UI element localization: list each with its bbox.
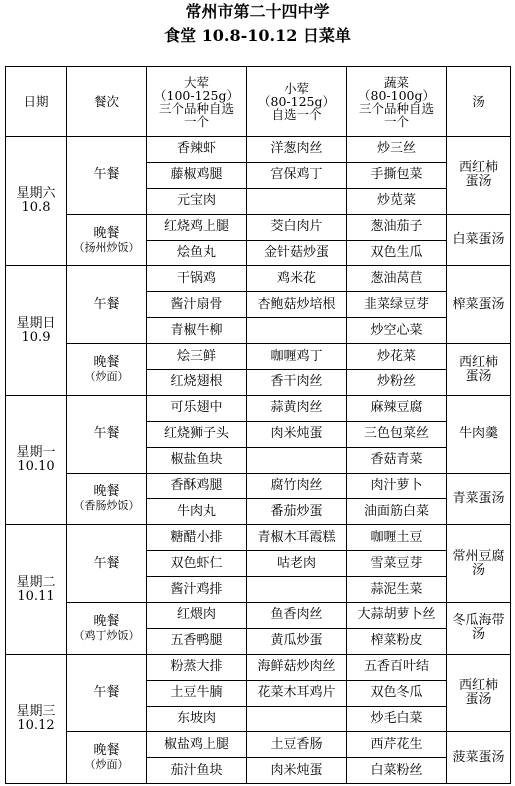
day-name: 星期日 (16, 315, 56, 331)
header-vegetable (347, 67, 447, 137)
soup-line: 西红柿 (458, 160, 498, 176)
day-name: 星期三 (16, 704, 56, 720)
menu-title: 食堂 10.8-10.12 日菜单 (164, 26, 351, 45)
small-meat-dish: 咖喱鸡丁 (247, 344, 347, 370)
vegetable-dish: 炒苋菜 (347, 188, 447, 214)
title-block (0, 0, 515, 48)
vegetable-dish: 白菜粉丝 (347, 758, 447, 784)
soup-line: 常州豆腐 (452, 548, 505, 564)
dinner-label (67, 473, 147, 525)
small-meat-dish: 杏鲍菇炒培根 (247, 292, 347, 318)
soup-line: 蛋汤 (465, 368, 492, 384)
soup-line: 青菜蛋汤 (452, 490, 505, 506)
big-meat-dish: 双色虾仁 (147, 551, 247, 577)
day-cell (6, 525, 67, 654)
small-meat-dish (247, 577, 347, 603)
small-meat-dish: 金针菇炒蛋 (247, 240, 347, 266)
soup-line: 汤 (471, 627, 485, 643)
vegetable-dish: 榨菜粉皮 (347, 628, 447, 654)
big-meat-dish: 红烧翅根 (147, 370, 247, 396)
day-name: 星期二 (16, 574, 56, 590)
lunch-label (67, 525, 147, 603)
vegetable-dish: 雪菜豆芽 (347, 551, 447, 577)
table-row (6, 525, 511, 551)
soup-line: 西红柿 (458, 354, 498, 370)
header-soup: 汤 (447, 67, 511, 137)
table-row (6, 732, 511, 758)
meal-name: 午餐 (93, 685, 120, 701)
header-meal: 餐次 (67, 67, 147, 137)
table-row (6, 654, 511, 680)
lunch-label (67, 137, 147, 215)
header-line: 蔬菜 (383, 74, 409, 90)
meal-note: （扬州炒饭） (73, 240, 140, 254)
dinner-label (67, 732, 147, 784)
vegetable-dish: 西芹花生 (347, 732, 447, 758)
small-meat-dish: 鸡米花 (247, 266, 347, 292)
vegetable-dish: 香菇青菜 (347, 447, 447, 473)
table-row (6, 473, 511, 499)
vegetable-dish: 蒜泥生菜 (347, 577, 447, 603)
table-row (6, 214, 511, 240)
big-meat-dish: 藤椒鸡腿 (147, 162, 247, 188)
meal-note: （香肠炒饭） (73, 499, 140, 513)
soup-cell (447, 395, 511, 473)
day-date: 10.9 (21, 329, 51, 345)
vegetable-dish: 炒花菜 (347, 344, 447, 370)
big-meat-dish: 糖醋小排 (147, 525, 247, 551)
big-meat-dish: 烩鱼丸 (147, 240, 247, 266)
meal-name: 晚餐 (93, 613, 120, 629)
header-line: 三个品种自选 (358, 100, 434, 116)
day-cell (6, 654, 67, 783)
vegetable-dish: 手撕包菜 (347, 162, 447, 188)
small-meat-dish: 番茄炒蛋 (247, 499, 347, 525)
vegetable-dish: 咖喱土豆 (347, 525, 447, 551)
vegetable-dish: 炒粉丝 (347, 370, 447, 396)
header-line: 小荤 (283, 81, 309, 96)
big-meat-dish: 红煨肉 (147, 603, 247, 629)
header-row (6, 67, 511, 137)
soup-line: 蛋汤 (465, 692, 492, 708)
small-meat-dish (247, 447, 347, 473)
big-meat-dish: 粉蒸大排 (147, 654, 247, 680)
vegetable-dish: 炒三丝 (347, 137, 447, 163)
small-meat-dish: 鱼香肉丝 (247, 603, 347, 629)
small-meat-dish (247, 188, 347, 214)
table-row (6, 344, 511, 370)
soup-line: 白菜蛋汤 (452, 232, 505, 248)
vegetable-dish: 肉汁萝卜 (347, 473, 447, 499)
small-meat-dish: 海鲜菇炒肉丝 (247, 654, 347, 680)
header-line: 一个 (383, 113, 409, 129)
table-row (6, 603, 511, 629)
small-meat-dish: 腐竹肉丝 (247, 473, 347, 499)
meal-name: 晚餐 (93, 743, 120, 759)
vegetable-dish: 五香百叶结 (347, 654, 447, 680)
meal-note: （炒面） (84, 758, 129, 772)
big-meat-dish: 元宝肉 (147, 188, 247, 214)
meal-name: 晚餐 (93, 484, 120, 500)
big-meat-dish: 土豆牛腩 (147, 680, 247, 706)
header-line: 大荤 (183, 74, 209, 90)
vegetable-dish: 三色包菜丝 (347, 421, 447, 447)
vegetable-dish: 炒空心菜 (347, 318, 447, 344)
big-meat-dish: 酱汁鸡排 (147, 577, 247, 603)
soup-cell (447, 473, 511, 525)
small-meat-dish: 花菜木耳鸡片 (247, 680, 347, 706)
header-line: （100-125g） (154, 87, 239, 103)
small-meat-dish: 土豆香肠 (247, 732, 347, 758)
vegetable-dish: 韭菜绿豆芽 (347, 292, 447, 318)
small-meat-dish (247, 318, 347, 344)
soup-cell (447, 654, 511, 732)
small-meat-dish: 咕老肉 (247, 551, 347, 577)
big-meat-dish: 东坡肉 (147, 706, 247, 732)
small-meat-dish: 肉米炖蛋 (247, 421, 347, 447)
dinner-label (67, 344, 147, 396)
menu-table (5, 66, 511, 784)
day-cell (6, 395, 67, 524)
meal-name: 午餐 (93, 426, 120, 442)
small-meat-dish (247, 706, 347, 732)
day-date: 10.12 (17, 718, 55, 734)
big-meat-dish: 椒盐鸡上腿 (147, 732, 247, 758)
meal-name: 午餐 (93, 167, 120, 183)
meal-name: 晚餐 (93, 355, 120, 371)
soup-cell (447, 344, 511, 396)
day-date: 10.8 (21, 200, 51, 216)
big-meat-dish: 红烧鸡上腿 (147, 214, 247, 240)
day-cell (6, 266, 67, 395)
day-name: 星期一 (16, 445, 56, 461)
soup-line: 蛋汤 (465, 174, 492, 190)
header-date: 日期 (6, 67, 67, 137)
table-row (6, 266, 511, 292)
big-meat-dish: 椒盐鱼块 (147, 447, 247, 473)
soup-cell (447, 137, 511, 215)
table-row (6, 137, 511, 163)
big-meat-dish: 烩三鲜 (147, 344, 247, 370)
vegetable-dish: 葱油莴苣 (347, 266, 447, 292)
big-meat-dish: 青椒牛柳 (147, 318, 247, 344)
big-meat-dish: 香辣虾 (147, 137, 247, 163)
meal-name: 午餐 (93, 296, 120, 312)
meal-name: 午餐 (93, 555, 120, 571)
soup-line: 西红柿 (458, 678, 498, 694)
header-big-meat (147, 67, 247, 137)
header-line: 一个 (183, 113, 209, 129)
dinner-label (67, 603, 147, 655)
small-meat-dish: 香干肉丝 (247, 370, 347, 396)
soup-cell (447, 732, 511, 784)
small-meat-dish: 青椒木耳霞糕 (247, 525, 347, 551)
header-line: （80-125g） (258, 94, 335, 109)
day-cell (6, 137, 67, 266)
big-meat-dish: 干锅鸡 (147, 266, 247, 292)
small-meat-dish: 宫保鸡丁 (247, 162, 347, 188)
small-meat-dish: 洋葱肉丝 (247, 137, 347, 163)
vegetable-dish: 大蒜胡萝卜丝 (347, 603, 447, 629)
vegetable-dish: 葱油茄子 (347, 214, 447, 240)
soup-line: 榨菜蛋汤 (452, 296, 505, 312)
soup-cell (447, 603, 511, 655)
day-date: 10.11 (17, 588, 55, 604)
lunch-label (67, 395, 147, 473)
dinner-label (67, 214, 147, 266)
soup-line: 菠菜蛋汤 (452, 749, 505, 765)
table-row (6, 395, 511, 421)
big-meat-dish: 香酥鸡腿 (147, 473, 247, 499)
soup-line: 冬瓜海带 (452, 613, 505, 629)
header-line: 三个品种自选 (158, 100, 234, 116)
meal-note: （鸡丁炒饭） (73, 628, 140, 642)
vegetable-dish: 双色生瓜 (347, 240, 447, 266)
small-meat-dish: 茭白肉片 (247, 214, 347, 240)
vegetable-dish: 麻辣豆腐 (347, 395, 447, 421)
school-title: 常州市第二十四中学 (185, 2, 330, 21)
meal-name: 晚餐 (93, 225, 120, 241)
big-meat-dish: 五香鸭腿 (147, 628, 247, 654)
small-meat-dish: 蒜黄肉丝 (247, 395, 347, 421)
big-meat-dish: 茄汁鱼块 (147, 758, 247, 784)
small-meat-dish: 黄瓜炒蛋 (247, 628, 347, 654)
day-name: 星期六 (16, 186, 56, 202)
small-meat-dish: 肉米炖蛋 (247, 758, 347, 784)
soup-line: 牛肉羹 (458, 426, 498, 442)
header-line: （80-100g） (358, 87, 435, 103)
vegetable-dish: 炒毛白菜 (347, 706, 447, 732)
big-meat-dish: 红烧狮子头 (147, 421, 247, 447)
day-date: 10.10 (17, 459, 55, 475)
lunch-label (67, 654, 147, 732)
soup-cell (447, 266, 511, 344)
menu-body (6, 137, 511, 784)
vegetable-dish: 油面筋白菜 (347, 499, 447, 525)
big-meat-dish: 酱汁扇骨 (147, 292, 247, 318)
header-small-meat (247, 67, 347, 137)
soup-cell (447, 214, 511, 266)
big-meat-dish: 牛肉丸 (147, 499, 247, 525)
header-line: 自选一个 (271, 107, 322, 122)
lunch-label (67, 266, 147, 344)
soup-line: 汤 (471, 562, 485, 578)
big-meat-dish: 可乐翅中 (147, 395, 247, 421)
meal-note: （炒面） (84, 370, 129, 384)
soup-cell (447, 525, 511, 603)
vegetable-dish: 双色冬瓜 (347, 680, 447, 706)
